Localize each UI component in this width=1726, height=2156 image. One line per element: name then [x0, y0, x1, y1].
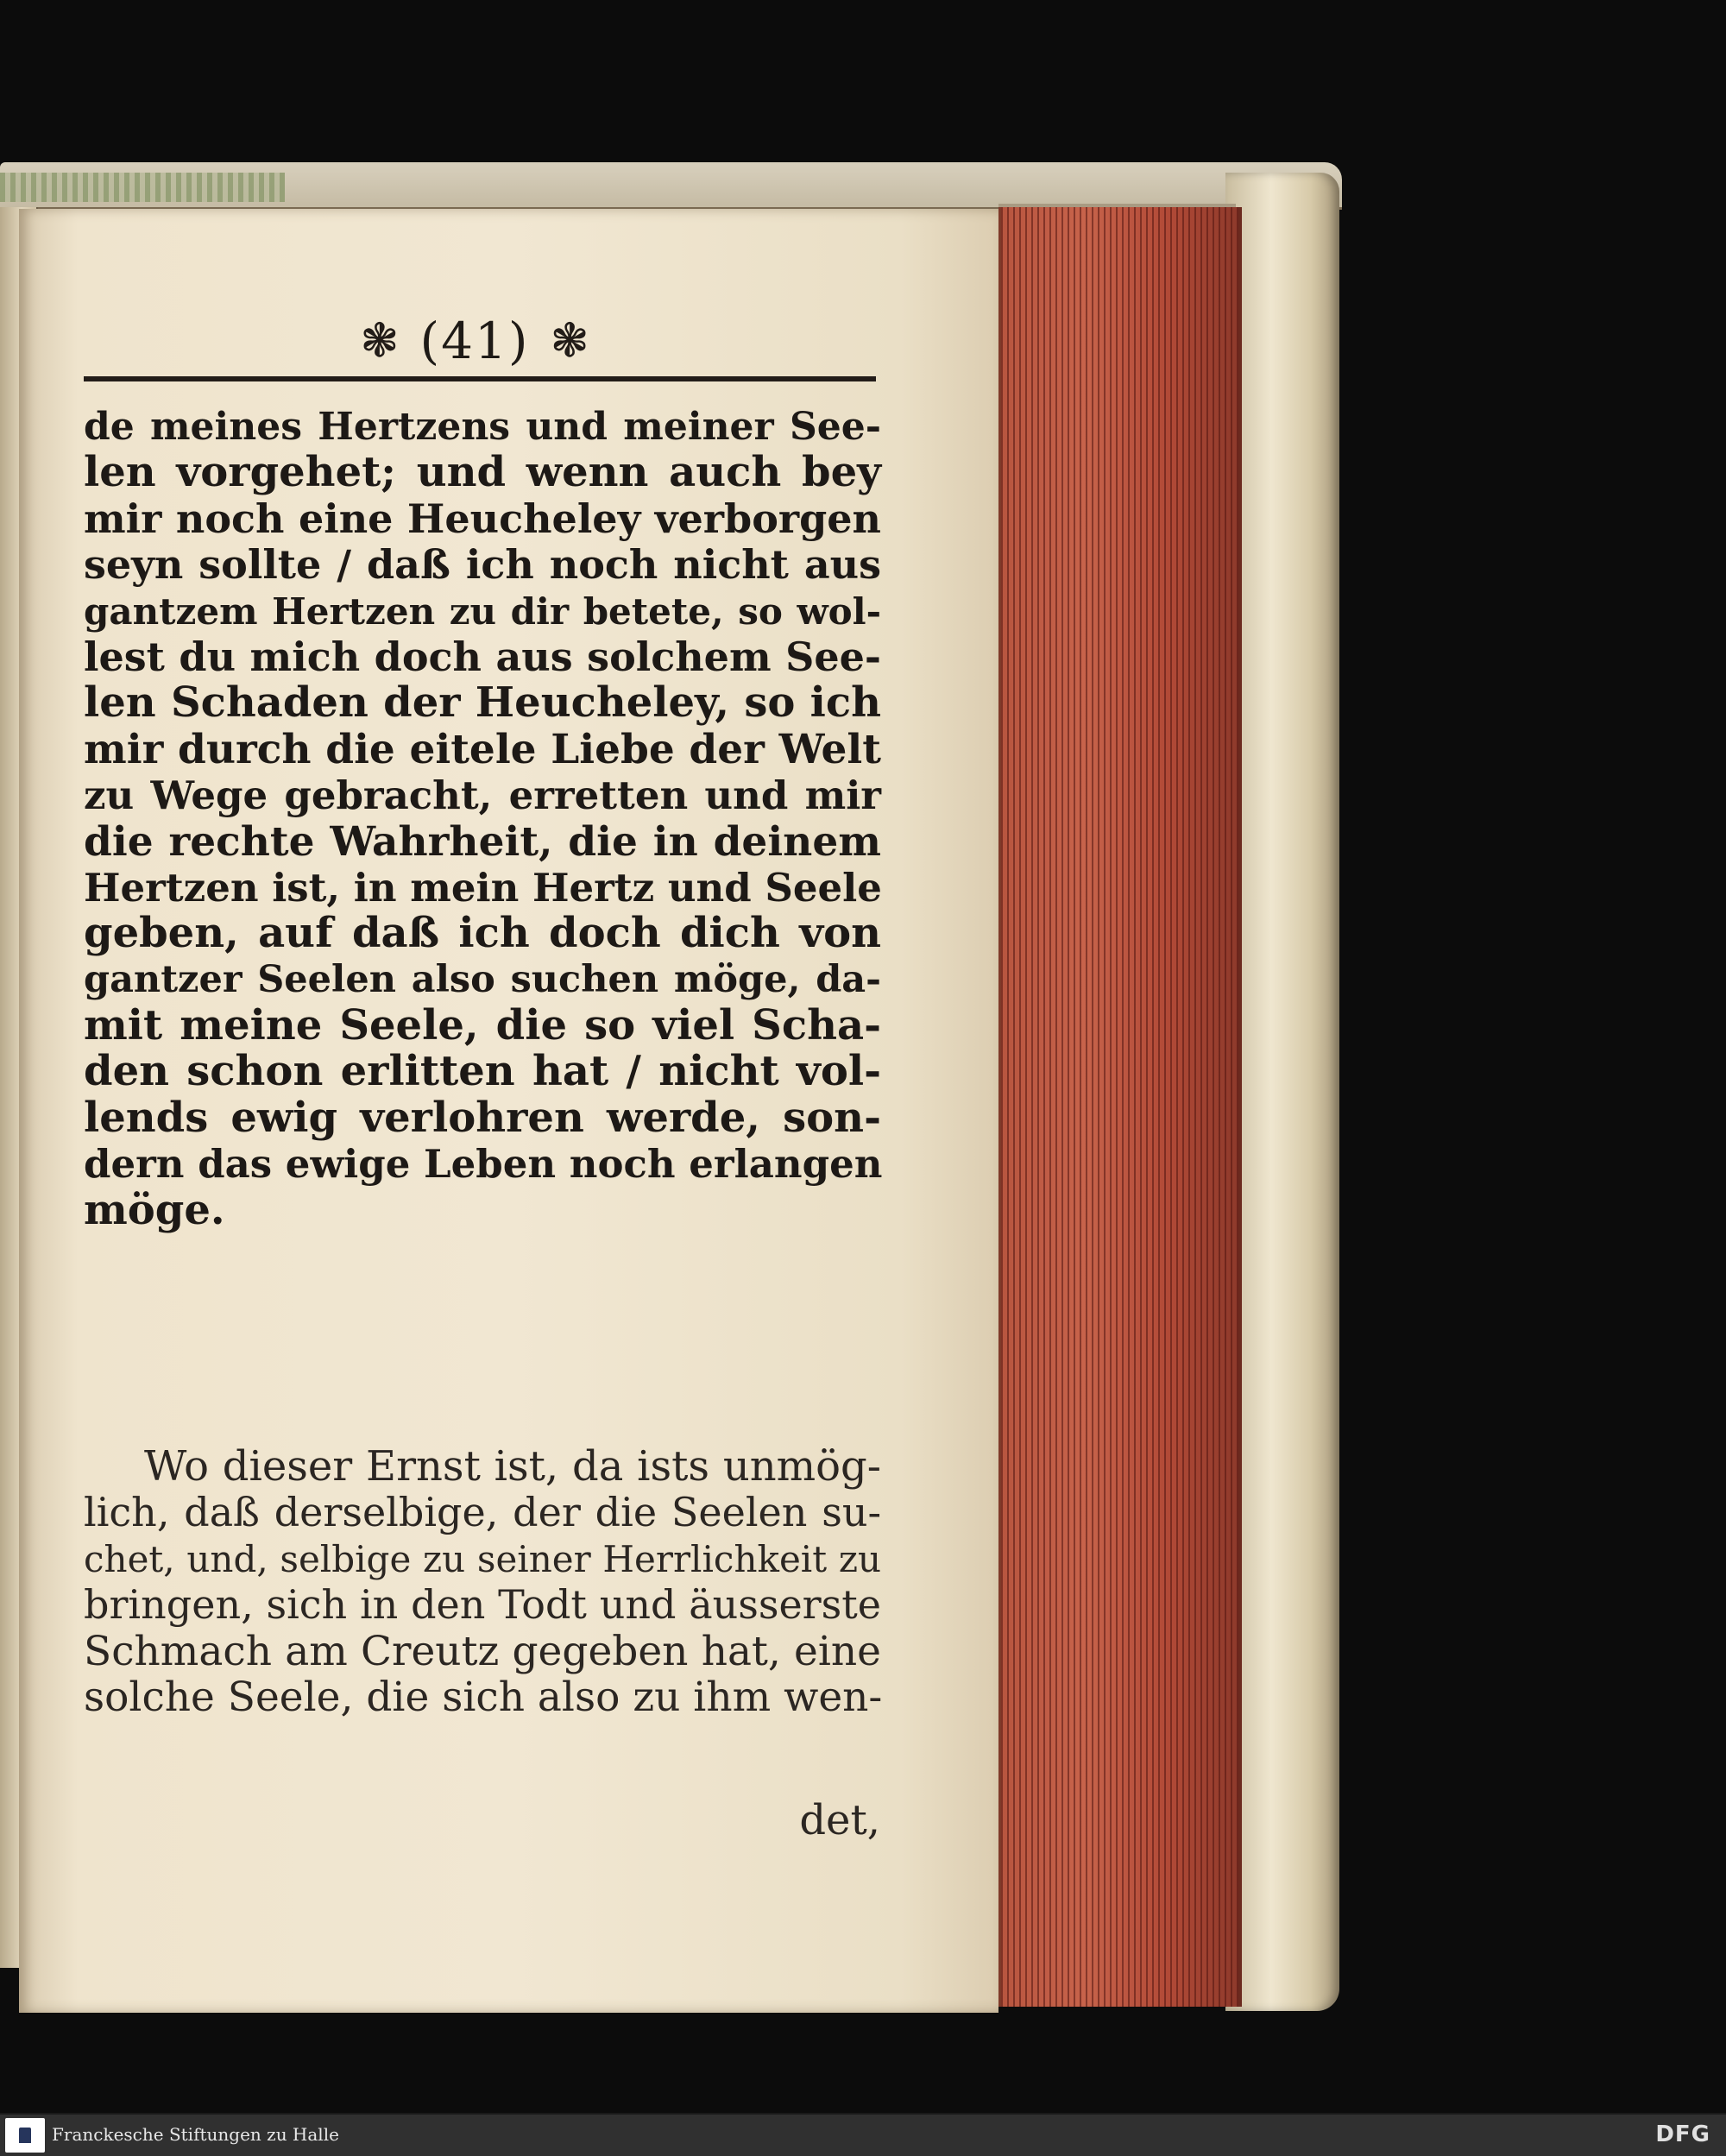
text-line: seyn sollte / daß ich noch nicht aus	[84, 541, 881, 589]
text-line: bringen, sich in den Todt und äusserste	[84, 1581, 881, 1629]
text-line: geben, auf daß ich doch dich von	[84, 909, 881, 958]
institution-logo-icon[interactable]	[5, 2118, 45, 2153]
institution-label: Franckesche Stiftungen zu Halle	[52, 2124, 339, 2145]
page-number: (41)	[419, 312, 530, 370]
text-line: dern das ewige Leben noch erlangen	[84, 1141, 883, 1188]
paragraph-2	[84, 1444, 881, 1720]
header-rule	[84, 376, 876, 381]
paragraph-1	[84, 404, 881, 1233]
book-cover-trim	[0, 173, 285, 202]
book-vellum-cover	[1225, 173, 1339, 2011]
text-line: lest du mich doch aus solchem See-	[84, 633, 881, 680]
text-line: len vorgehet; und wenn auch bey	[84, 448, 881, 497]
text-line: zu Wege gebracht, erretten und mir	[84, 772, 881, 819]
text-line: gantzem Hertzen zu dir betete, so wol-	[84, 589, 881, 633]
text-line: die rechte Wahrheit, die in deinem	[84, 817, 881, 866]
text-line: de meines Hertzens und meiner See-	[84, 405, 881, 449]
right-ornament-icon: ❃	[550, 313, 589, 368]
text-line: Schmach am Creutz gegeben hat, eine	[84, 1627, 881, 1675]
text-line: solche Seele, die sich also zu ihm wen-	[84, 1673, 883, 1721]
text-line: mir durch die eitele Liebe der Welt	[84, 725, 881, 773]
text-line: mit meine Seele, die so viel Scha-	[84, 1001, 881, 1050]
catchword: det,	[799, 1796, 880, 1844]
page-header	[328, 311, 621, 371]
text-line: len Schaden der Heucheley, so ich	[84, 678, 881, 728]
dfg-logo: DFG	[1655, 2121, 1710, 2147]
text-line: Hertzen ist, in mein Hertz und Seele	[84, 864, 882, 911]
text-line: möge.	[84, 1185, 225, 1234]
text-line: gantzer Seelen also suchen möge, da-	[84, 957, 881, 1001]
text-line: lends ewig verlohren werde, son-	[84, 1093, 881, 1142]
text-line: Wo dieser Ernst ist, da ists unmög-	[144, 1442, 881, 1491]
red-page-edges	[998, 207, 1242, 2007]
text-line: lich, daß derselbige, der die Seelen su-	[84, 1489, 881, 1536]
text-line: chet, und, selbige zu seiner Herrlichkeit zu	[84, 1537, 881, 1580]
text-line: mir noch eine Heucheley verborgen	[84, 495, 881, 542]
viewer-footer	[0, 2113, 1726, 2156]
left-ornament-icon: ❃	[360, 313, 400, 368]
text-line: den schon erlitten hat / nicht vol-	[84, 1047, 881, 1096]
